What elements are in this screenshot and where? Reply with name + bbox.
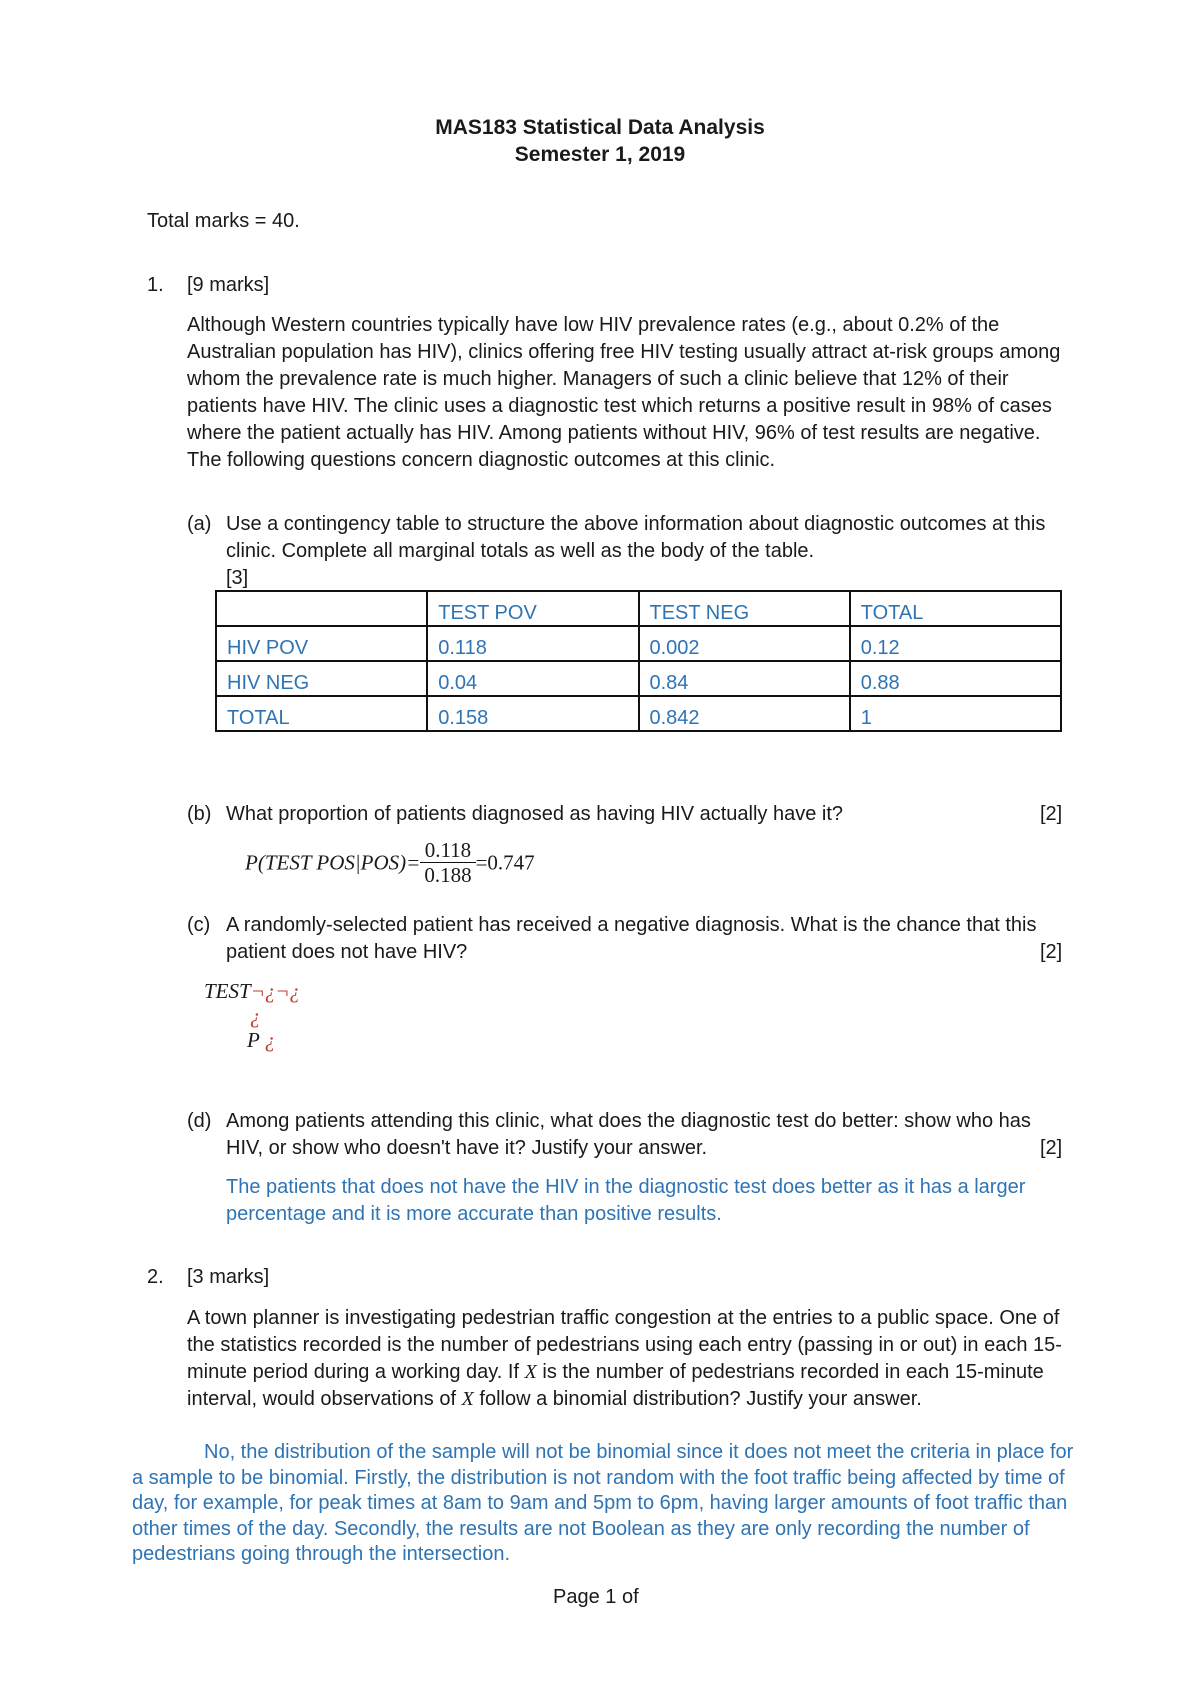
- q1-marks: [9 marks]: [187, 274, 270, 296]
- q2-answer: No, the distribution of the sample will not be binomial since it does not meet the criteria in place for a sample to be binomial. Firstly, the distribution is not random with the foot traffic being affected by time of day, for example, for peak times at 8am to 9am and 5pm to 6pm, having larger amounts of foot traffic than other times of the day. Secondly, the results are not Boolean as they are only recording the number of pedestrians going through the intersection.: [132, 1441, 1074, 1565]
- formula-lhs: P(TEST POS|POS)=: [245, 850, 421, 875]
- table-cell: 0.158: [427, 696, 638, 731]
- table-row: [216, 661, 1061, 696]
- table-cell: 0.842: [639, 696, 850, 731]
- table-cell: TOTAL: [216, 696, 427, 731]
- q1d-marks: [2]: [1040, 1137, 1063, 1159]
- table-row: [216, 696, 1061, 731]
- table-cell: 0.002: [639, 626, 850, 661]
- garbled-symbols: ¿: [264, 1028, 276, 1052]
- table-cell: 0.118: [427, 626, 638, 661]
- formula-rhs: =0.747: [475, 850, 535, 875]
- course-title: MAS183 Statistical Data Analysis: [435, 116, 765, 139]
- q1c-garbled-line1: [204, 979, 300, 1004]
- q1a-label: (a): [187, 513, 212, 535]
- q2-marks: [3 marks]: [187, 1266, 270, 1288]
- table-cell: TEST POV: [427, 591, 638, 626]
- table-row: [216, 626, 1061, 661]
- q1a-marks: [3]: [226, 567, 249, 589]
- q2-number: 2.: [147, 1266, 164, 1288]
- q1c-garbled-line3: [247, 1028, 275, 1053]
- q1-number: 1.: [147, 274, 164, 296]
- table-cell: TOTAL: [850, 591, 1061, 626]
- q1b-label: (b): [187, 803, 212, 825]
- table-cell: 0.88: [850, 661, 1061, 696]
- q1c-marks: [2]: [1040, 941, 1063, 963]
- q1a-text: Use a contingency table to structure the above information about diagnostic outcomes at this clinic. Complete all marginal totals as well as the body of the table.: [226, 513, 1046, 562]
- contingency-table: [215, 590, 1062, 732]
- table-cell: HIV NEG: [216, 661, 427, 696]
- q1d-answer: The patients that does not have the HIV in the diagnostic test does better as it has a larger percentage and it is more accurate than positive results.: [226, 1176, 1026, 1225]
- q1b-text: What proportion of patients diagnosed as having HIV actually have it?: [226, 803, 844, 825]
- q1b-formula: [245, 838, 535, 887]
- q1d-text: Among patients attending this clinic, what does the diagnostic test do better: show who has HIV, or show who doesn't have it? Justify your answer.: [226, 1110, 1031, 1159]
- formula-numerator: 0.118: [420, 838, 475, 863]
- table-cell: 1: [850, 696, 1061, 731]
- page-number: Page 1 of: [553, 1586, 639, 1608]
- q2-body-part1: A town planner is investigating pedestrian traffic congestion at the entries to a public space. One of the statistics recorded is the number of pedestrians using each entry (passing in or out) in each 15-minute period during a working day. If: [187, 1307, 1062, 1383]
- garbled-text: TEST: [204, 979, 251, 1003]
- q1c-text: A randomly-selected patient has received a negative diagnosis. What is the chance that this patient does not have HIV?: [226, 914, 1037, 963]
- q1b-marks: [2]: [1040, 803, 1063, 825]
- semester-title: Semester 1, 2019: [514, 143, 686, 166]
- garbled-symbols: ¬¿¬¿: [250, 979, 301, 1003]
- q2-body-part2: is the number of pedestrians recorded in each 15-minute interval, would observations of: [187, 1361, 1044, 1410]
- table-cell: 0.04: [427, 661, 638, 696]
- variable-x: X: [461, 1388, 474, 1410]
- table-cell: [216, 591, 427, 626]
- table-cell: 0.12: [850, 626, 1061, 661]
- garbled-text: P: [247, 1028, 260, 1052]
- table-cell: HIV POV: [216, 626, 427, 661]
- variable-x: X: [524, 1361, 537, 1383]
- table-header-row: [216, 591, 1061, 626]
- q1-body: Although Western countries typically have low HIV prevalence rates (e.g., about 0.2% of the Australian population has HIV), clinics offering free HIV testing usually attract at-risk groups among whom the prevalence rate is much higher. Managers of such a clinic believe that 12% of their patients have HIV. The clinic uses a diagnostic test which returns a positive result in 98% of cases where the patient actually has HIV. Among patients without HIV, 96% of test results are negative. The following questions concern diagnostic outcomes at this clinic.: [187, 314, 1061, 471]
- q1c-label: (c): [187, 914, 211, 936]
- formula-fraction: [420, 838, 475, 887]
- table-cell: TEST NEG: [639, 591, 850, 626]
- q1c-garbled-line2: ¿: [250, 1004, 261, 1028]
- q1d-label: (d): [187, 1110, 212, 1132]
- table-cell: 0.84: [639, 661, 850, 696]
- formula-denominator: 0.188: [424, 863, 472, 887]
- q2-body-part3: follow a binomial distribution? Justify your answer.: [479, 1388, 922, 1410]
- total-marks: Total marks = 40.: [147, 210, 300, 232]
- q2-body: [187, 1305, 1067, 1413]
